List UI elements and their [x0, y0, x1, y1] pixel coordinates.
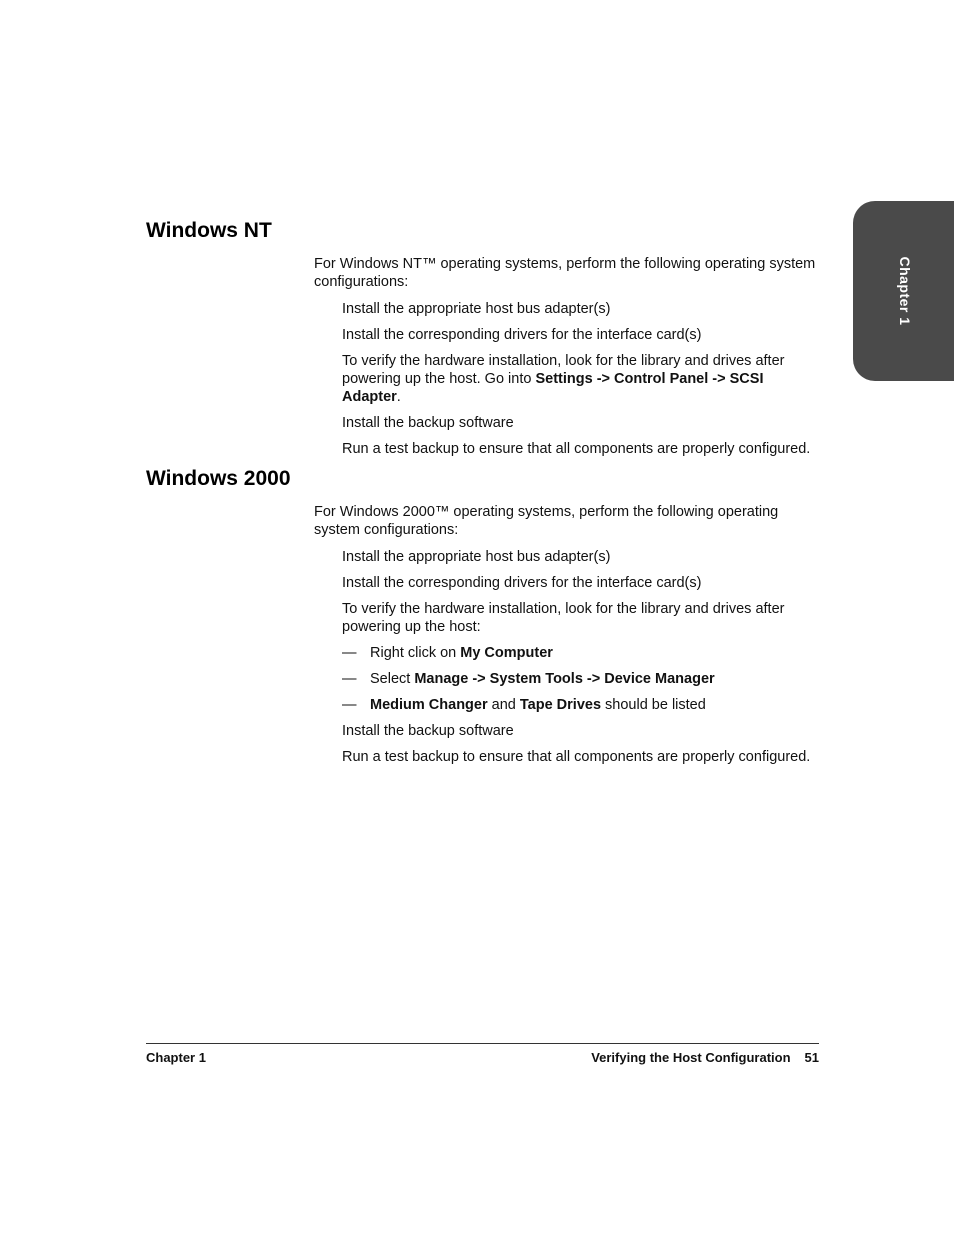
page-number: 51: [804, 1050, 819, 1065]
sub-step-text-end: should be listed: [601, 697, 706, 713]
sub-step-item: [342, 670, 824, 688]
footer-chapter: Chapter 1: [146, 1050, 206, 1065]
footer-divider: [146, 1043, 819, 1044]
step-item: Install the appropriate host bus adapter(s): [342, 301, 611, 317]
step-item: Install the corresponding drivers for the interface card(s): [342, 327, 702, 343]
ui-term: Tape Drives: [519, 697, 602, 713]
step-text-end: .: [396, 389, 401, 405]
sub-step-text: Right click on: [370, 645, 461, 661]
step-item: Install the backup software: [342, 723, 514, 739]
footer-right: [591, 1050, 819, 1065]
sub-step-item: [342, 644, 824, 662]
section-title-windows-2000: Windows 2000: [146, 467, 291, 490]
intro-paragraph: For Windows 2000™ operating systems, perform the following operating system configurations:: [314, 504, 779, 538]
step-item: Run a test backup to ensure that all components are properly configured.: [342, 441, 811, 457]
step-item: Install the corresponding drivers for the interface card(s): [342, 575, 702, 591]
step-item: Install the backup software: [342, 415, 514, 431]
menu-path: Settings -> Control Panel -> SCSI Adapter: [342, 371, 764, 405]
menu-path: Manage -> System Tools -> Device Manager: [414, 671, 715, 687]
sub-step-item: [342, 696, 824, 714]
chapter-tab-label: Chapter 1: [897, 256, 913, 326]
step-item: Run a test backup to ensure that all components are properly configured.: [342, 749, 811, 765]
step-item: [342, 352, 824, 406]
section-body-windows-2000: [314, 503, 824, 774]
dash-bullet: —: [342, 671, 357, 687]
dash-bullet: —: [342, 697, 357, 713]
ui-term: My Computer: [460, 645, 553, 661]
ui-term: Medium Changer: [370, 697, 488, 713]
step-item: To verify the hardware installation, look for the library and drives after powering up the host:: [342, 601, 785, 635]
sub-step-text: and: [487, 697, 520, 713]
footer-title: Verifying the Host Configuration: [591, 1050, 791, 1065]
section-body-windows-nt: [314, 255, 824, 466]
step-text: To verify the hardware installation, look for the library and drives after powering up the host. Go into: [342, 353, 785, 387]
dash-bullet: —: [342, 645, 357, 661]
chapter-tab: [853, 201, 954, 381]
sub-step-text: Select: [370, 671, 415, 687]
intro-paragraph: For Windows NT™ operating systems, perform the following operating system configurations:: [314, 256, 816, 290]
step-item: Install the appropriate host bus adapter(s): [342, 549, 611, 565]
section-title-windows-nt: Windows NT: [146, 219, 272, 242]
